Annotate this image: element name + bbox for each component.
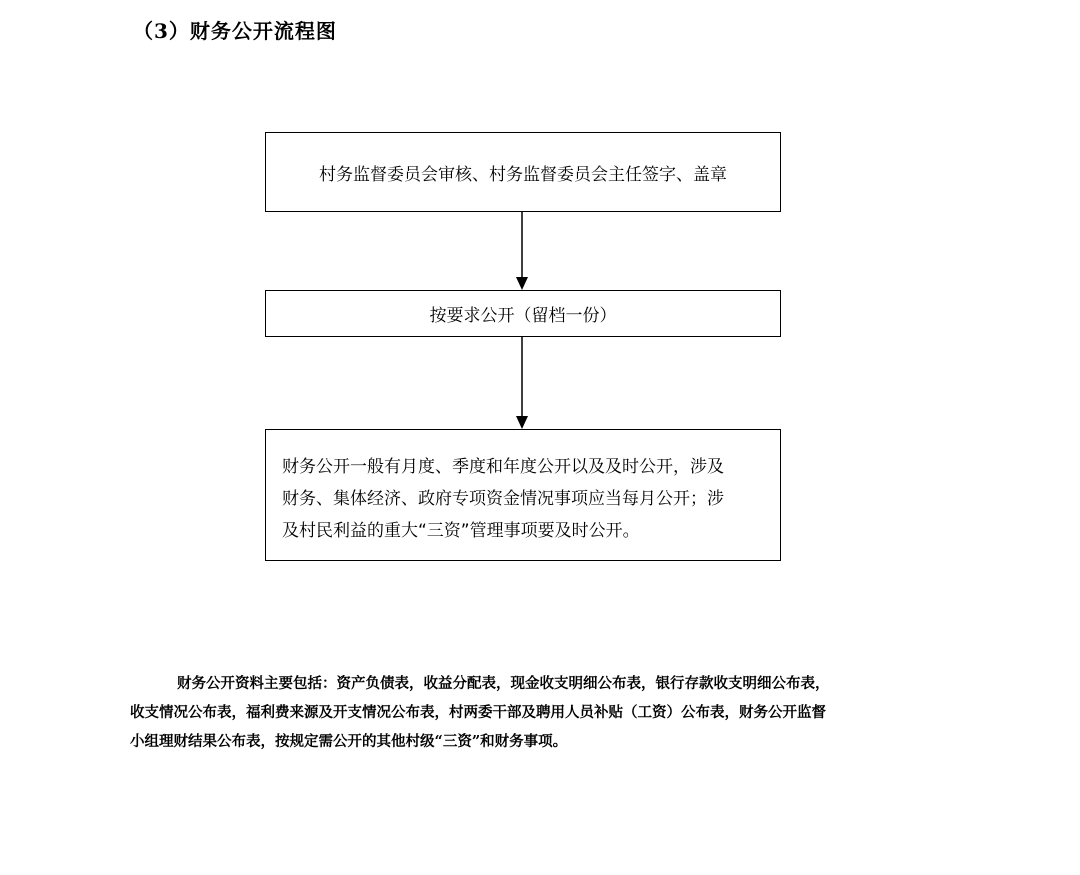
flow-step-schedule (265, 429, 781, 561)
flow-step-schedule-line: 财务、集体经济、政府专项资金情况事项应当每月公开；涉 (282, 489, 724, 509)
flow-step-schedule-line: 财务公开一般有月度、季度和年度公开以及及时公开，涉及 (282, 457, 724, 477)
flow-step-review (265, 132, 781, 212)
note-line: 小组理财结果公布表，按规定需公开的其他村级“三资”和财务事项。 (130, 733, 568, 750)
disclosure-materials-note (130, 669, 930, 756)
flow-step-publish-text: 按要求公开（留档一份） (429, 306, 617, 326)
flow-step-schedule-line: 及村民利益的重大“三资”管理事项要及时公开。 (282, 521, 640, 541)
arrow-2-to-3 (516, 337, 528, 429)
arrow-1-to-2 (516, 212, 528, 290)
note-line: 收支情况公布表，福利费来源及开支情况公布表，村两委干部及聘用人员补贴（工资）公布表，财务公开监督 (130, 704, 826, 721)
flow-step-review-text: 村务监督委员会审核、村务监督委员会主任签字、盖章 (319, 164, 727, 185)
note-line: 财务公开资料主要包括：资产负债表，收益分配表，现金收支明细公布表，银行存款收支明细公布表， (177, 675, 830, 692)
page-heading: （3）财务公开流程图 (133, 19, 337, 43)
flow-step-publish (265, 290, 781, 337)
